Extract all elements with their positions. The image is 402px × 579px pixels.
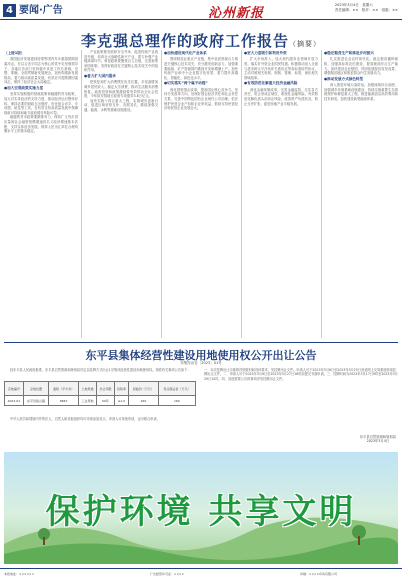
table-header-cell: 宗地编号: [5, 382, 24, 396]
issue-date: 2023年3月4日 星期六: [334, 3, 373, 7]
table-header-cell: 面积（平方米）: [49, 382, 79, 396]
table-cell: 工业用地: [78, 396, 96, 406]
footer-printer: 印刷：××××印务有限公司: [300, 572, 338, 576]
article-column: [324, 50, 398, 338]
table-header-cell: 竞买保证金（万元）: [158, 382, 195, 396]
column-separator: [161, 50, 162, 338]
table-header-cell: 起始价（万元）: [129, 382, 159, 396]
subheading: ●稳定粮食生产和推进乡村振兴: [324, 51, 374, 55]
footer-address: 本报地址：××××××: [4, 572, 35, 576]
notice-number: 东集经出告〔2023〕01号: [180, 361, 222, 365]
notice-eligibility: 中华人民共和国境内外的法人、自然人和其他组织均可申请参加竞买，申请人可单独申请，也可联合申请。: [10, 417, 160, 421]
banner-slogan: 保护环境 共享文明: [45, 492, 357, 532]
page-footer: [0, 568, 402, 579]
table-header-cell: 出让年限: [96, 382, 114, 396]
issuing-authority: 东平县自然资源和规划局: [359, 435, 396, 439]
paragraph: 我国经济发展遇到疫情等国内外多重超预期因素冲击，在以习近平同志为核心的党中央坚强领导下，各地区各部门坚持稳中求进工作总基调，完整、准确、全面贯彻新发展理念，加快构建新发展格局，着力推动高质量发展，有效应对超预期因素冲击，保持了经济社会大局稳定。: [4, 57, 78, 85]
paragraph: 围绕制造业重点产业链，集中优质资源合力推进关键核心技术攻关，充分激发创新活力。加强重要能源、矿产资源国内勘探开发和增储上产。加快传统产业和中小企业数字化转型，着力提升高端化、智能化、绿色化水平。: [164, 57, 238, 80]
table-cell: ≥1.0: [114, 396, 128, 406]
table-cell: 160: [129, 396, 159, 406]
table-cell: 东平县接山镇: [23, 396, 49, 406]
table-header-cell: 土地用途: [78, 382, 96, 396]
notice-date: 2023年3月4日: [366, 439, 390, 444]
subheading: （上接1版）: [4, 51, 25, 55]
paragraph: 扎实推进农业农村现代化。稳定粮食播种面积，加强高标准农田建设，提高粮食综合生产能力。加快建设农业强国，巩固拓展脱贫攻坚成果，增强脱贫地区和脱贫群众内生发展动力。: [324, 57, 398, 76]
paragraph: 产业政策要发展和安全并举，促进传统产业改造升级，培育壮大战略性新兴产业，着力补强产业链薄弱环节。科技政策要聚焦自立自强，完善新型举国体制，发挥好政府在关键核心技术攻关中的组织作用。: [84, 50, 158, 73]
subheading: ●切实落实“两个毫不动摇”: [164, 81, 208, 86]
table-cell: 160: [158, 396, 195, 406]
headline-suffix: （摘要）: [289, 40, 321, 48]
editor-credits: 责任编辑：×× 校对：×× 组版：××: [334, 8, 398, 12]
article-column: [244, 50, 318, 338]
section-name: 要闻·广告: [19, 5, 63, 16]
paragraph: 扩大市场准入，加大现代服务业领域开放力度。落实好外资企业国民待遇。积极推动加入全面与进步跨太平洋伙伴关系协定等高标准经贸协议，主动对照相关规则、规制、管理、标准，深化相关领域改革。: [244, 57, 318, 80]
table-header-cell: 宗地位置: [23, 382, 49, 396]
paragraph: 深化金融体制改革，完善金融监管，压实各方责任，防止形成区域性、系统性金融风险。有效防范化解优质头部房企风险，改善资产负债状况，防止无序扩张，促进房地产业平稳发展。: [244, 87, 318, 106]
column-separator: [81, 50, 82, 338]
notice-title: 东平县集体经营性建设用地使用权公开出让公告: [85, 349, 317, 362]
notice-intro: 经东平县人民政府批准，东平县自然资源和规划局决定以挂牌方式出让1宗集体经营性建设用地使用权。现将有关事项公告如下：: [10, 368, 191, 372]
paragraph: 加快实施十四五重大工程，实施城市更新行动，促进区域优势互补、各展其长，继续加强交通、能源、水利等基础设施建设。: [84, 98, 158, 112]
article-column: [84, 50, 158, 338]
article-column: [4, 50, 78, 338]
subheading: ●加大宏观政策实施力度: [4, 85, 44, 90]
article-headline: [81, 32, 321, 50]
table-header-cell: 容积率: [114, 382, 128, 396]
column-separator: [241, 50, 242, 338]
subheading: ●有效防范化解重大经济金融风险: [244, 81, 298, 86]
newspaper-logo: 沁州新报: [208, 6, 265, 21]
table-row: [5, 396, 196, 406]
subheading: ●推动发展方式绿色转型: [324, 76, 364, 81]
headline-text: 李克强总理作的政府工作报告: [80, 32, 289, 50]
notice-signature: [360, 435, 396, 444]
issue-info: [335, 3, 398, 13]
subheading: ●着力扩大国内需求: [84, 73, 116, 78]
land-notice: [4, 347, 398, 449]
paragraph: 把恢复和扩大消费摆在优先位置。多渠道增加城乡居民收入。稳定大宗消费，推动生活服务消费恢复。政府投资和政策激励要有效带动全社会投资，今年拟安排地方政府专项债券3.8万亿元。: [84, 80, 158, 99]
table-cell: 50年: [96, 396, 114, 406]
section-divider: [4, 342, 398, 343]
article-body: [4, 50, 398, 338]
paragraph: 稳健的货币政策要精准有力，保持广义货币供应量和社会融资规模增速同名义经济增速基本匹配，支持实体经济发展。保持人民币汇率在合理均衡水平上的基本稳定。: [4, 115, 78, 134]
subheading: ●加快建设现代化产业体系: [164, 51, 207, 55]
paragraph: 坚持实施积极的财政政策和稳健的货币政策，加大对实体经济的支持力度，推动经济运行整体好转。保持必要的财政支出强度，优化组合赤字、专项债、贴息等工具，在有效支持高质量发展中保障财政可持续和地方政府债务风险可控。: [4, 92, 78, 115]
paragraph: 深化国资国企改革，提高国企核心竞争力。坚持分类改革方向，处理好国企经济责任和社会责任关系，完善中国特色国有企业现代公司治理。依法保护民营企业产权和企业家权益，鼓励支持民营经济和民营企业发展壮大。: [164, 87, 238, 111]
paragraph: 深入推进环境污染防治。加强流域综合治理，加强城乡环境基础设施建设，持续实施重要生态系统保护和修复重大工程。推进能源清洁高效利用和技术研发，加快建设新型能源体系。: [324, 83, 398, 101]
article-column: [164, 50, 238, 338]
public-service-banner: [4, 452, 398, 564]
table-cell: 2023-01: [5, 396, 24, 406]
notice-details: 一、本次挂牌出让宗地的详细资料和具体要求，见挂牌出让文件。申请人可于2023年3月6日至2023年3月25日登录网上交易系统获取挂牌出让文件。二、申请人可于2023年3月6日至2023年3月27日16时前提交书面申请。三、挂牌时间为2023年3月17日9时至2023年3月29日10时。四、其他需要公告的事项详见挂牌出让文件。: [204, 368, 398, 381]
subheading: ●更大力度吸引和利用外资: [244, 51, 287, 55]
footer-license: 广告经营许可证：××××: [150, 572, 185, 576]
headline-row: [0, 30, 402, 51]
land-parcel-table: [4, 381, 196, 406]
table-cell: 8667: [49, 396, 79, 406]
column-separator: [321, 50, 322, 338]
page-number: 4: [3, 4, 16, 17]
page-header: [0, 0, 402, 20]
